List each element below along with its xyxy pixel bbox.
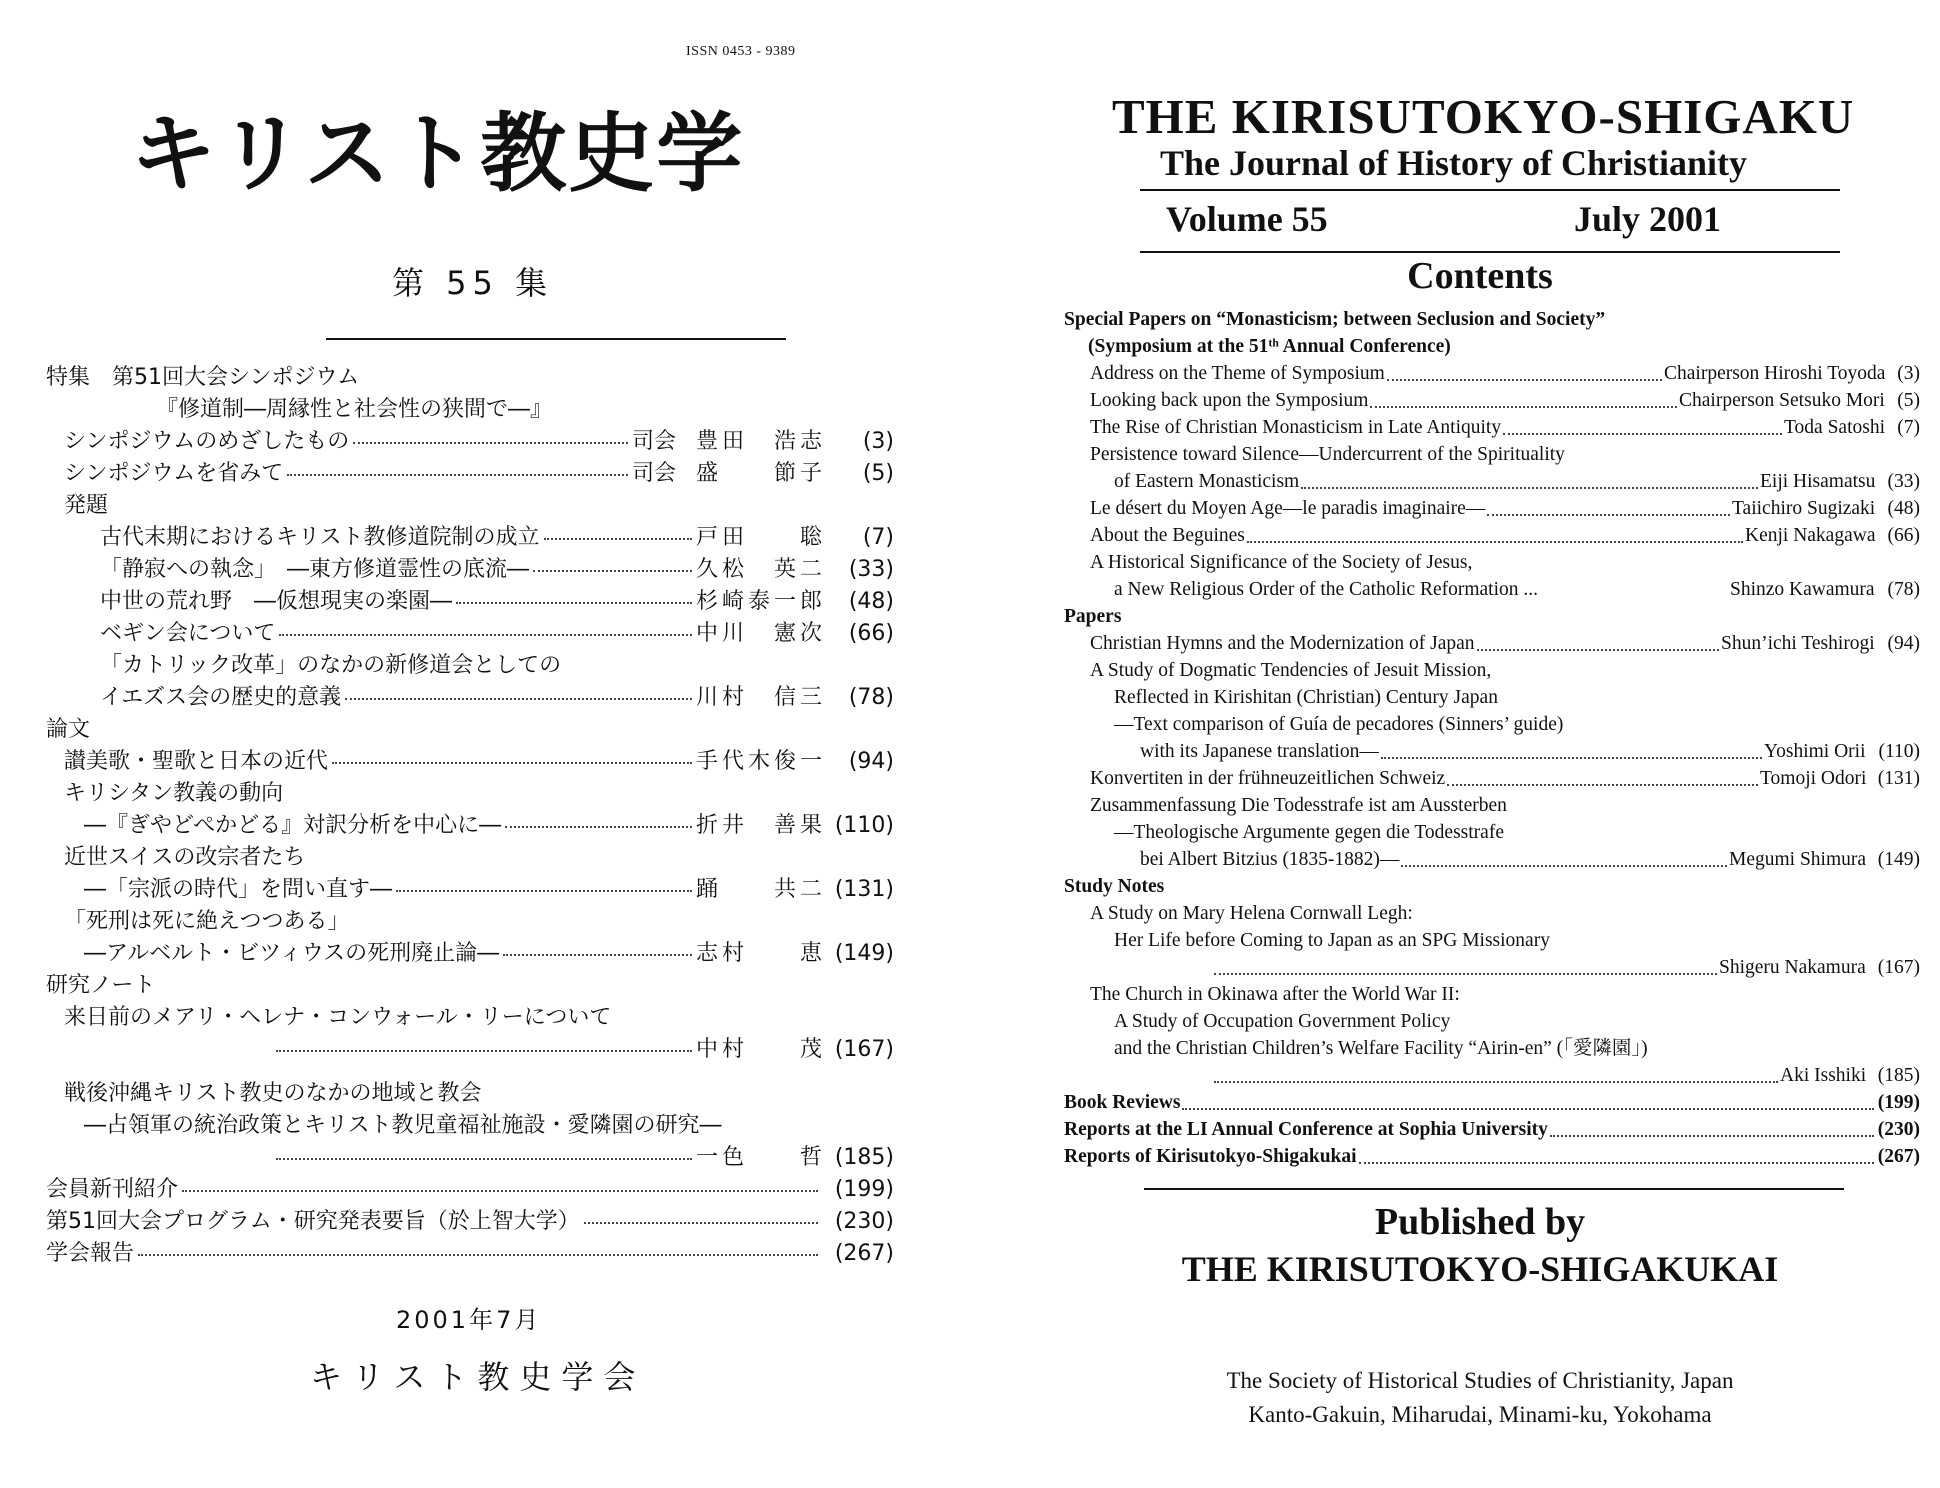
volume-number-japanese: 第 55 集	[392, 264, 554, 302]
entry-title: 近世スイスの改宗者たち	[64, 845, 306, 870]
entry-title: 讃美歌・聖歌と日本の近代	[64, 749, 329, 774]
entry-title: Book Reviews	[1064, 1092, 1181, 1113]
entry-title: 特集 第51回大会シンポジウム	[46, 365, 360, 390]
entry-page: (94)	[848, 749, 894, 774]
entry-author: 中村 茂	[696, 1037, 827, 1062]
japanese-table-of-contents	[46, 362, 896, 1270]
entry-title: Persistence toward Silence—Undercurrent of the Spirituality	[1090, 444, 1565, 465]
entry-author: 杉崎泰一郎	[696, 589, 827, 614]
entry-page: (33)	[1887, 471, 1920, 492]
entry-author: Chairperson Setsuko Mori	[1679, 390, 1885, 411]
entry-page: (110)	[1878, 741, 1920, 762]
toc-entry	[46, 1110, 896, 1142]
dot-leader	[138, 1254, 818, 1256]
entry-page: (167)	[834, 1037, 894, 1062]
entry-title: A Study on Mary Helena Cornwall Legh:	[1090, 903, 1413, 924]
english-table-of-contents	[1064, 306, 1920, 1170]
society-address: Kanto-Gakuin, Miharudai, Minami-ku, Yokohama	[1248, 1402, 1712, 1427]
dot-leader	[345, 698, 692, 700]
entry-title: —Text comparison of Guía de pecadores (Sinners’ guide)	[1114, 714, 1564, 735]
dot-leader	[1401, 865, 1727, 867]
published-by-label: Published by	[1374, 1201, 1586, 1243]
publisher-divider	[1144, 1188, 1844, 1190]
toc-entry	[46, 682, 896, 714]
entry-title: A Study of Dogmatic Tendencies of Jesuit Mission,	[1090, 660, 1492, 681]
toc-entry	[1064, 738, 1920, 765]
contents-heading: Contents	[1407, 255, 1553, 297]
toc-entry	[46, 394, 896, 426]
toc-entry	[46, 842, 896, 874]
entry-title: —Theologische Argumente gegen die Todesstrafe	[1114, 822, 1504, 843]
entry-author: Shigeru Nakamura	[1719, 957, 1866, 978]
entry-title: 「死刑は死に絶えつつある」	[64, 909, 350, 934]
entry-page: (230)	[834, 1209, 894, 1234]
entry-author: 踊 共二	[696, 877, 827, 902]
toc-entry	[1064, 684, 1920, 711]
toc-entry	[46, 778, 896, 810]
entry-page: (48)	[1887, 498, 1920, 519]
entry-title: Konvertiten in der frühneuzeitlichen Schweiz	[1090, 768, 1446, 789]
toc-entry	[46, 906, 896, 938]
toc-entry	[1064, 1089, 1920, 1116]
entry-title: The Church in Okinawa after the World War II:	[1090, 984, 1460, 1005]
entry-title: About the Beguines	[1090, 525, 1245, 546]
dot-leader	[505, 826, 692, 828]
title-divider	[326, 338, 786, 340]
entry-title: Papers	[1064, 606, 1122, 627]
entry-page: (3)	[862, 429, 894, 454]
entry-title: The Rise of Christian Monasticism in Late Antiquity	[1090, 417, 1502, 438]
toc-entry	[1064, 1062, 1920, 1089]
entry-author: 盛 節子	[696, 461, 827, 486]
dot-leader	[1182, 1108, 1874, 1110]
dot-leader	[533, 570, 692, 572]
entry-author: Taiichiro Sugizaki	[1732, 498, 1876, 519]
toc-entry	[1064, 873, 1920, 900]
toc-entry	[1064, 630, 1920, 657]
toc-entry	[46, 1142, 896, 1174]
entry-page: (3)	[1897, 363, 1920, 384]
toc-entry	[1064, 495, 1920, 522]
toc-entry	[1064, 360, 1920, 387]
entry-author: 一色 哲	[696, 1145, 827, 1170]
toc-entry	[1064, 549, 1920, 576]
toc-entry	[1064, 414, 1920, 441]
toc-entry	[46, 938, 896, 970]
entry-author: Chairperson Hiroshi Toyoda	[1664, 363, 1886, 384]
toc-entry	[46, 458, 896, 490]
toc-entry	[46, 426, 896, 458]
entry-title: (Symposium at the 51ᵗʰ Annual Conference)	[1088, 336, 1451, 357]
entry-page: (66)	[1887, 525, 1920, 546]
toc-entry	[1064, 954, 1920, 981]
entry-author: Aki Isshiki	[1780, 1065, 1867, 1086]
entry-title: 戦後沖縄キリスト教史のなかの地域と教会	[64, 1081, 482, 1106]
volume-divider	[1140, 251, 1840, 253]
entry-title: 『修道制―周縁性と社会性の狭間で―』	[156, 397, 553, 422]
entry-author: Tomoji Odori	[1760, 768, 1867, 789]
toc-entry	[1064, 576, 1920, 603]
entry-title: 発題	[64, 493, 109, 518]
entry-title: Her Life before Coming to Japan as an SPG Missionary	[1114, 930, 1550, 951]
toc-entry	[1064, 441, 1920, 468]
entry-page: (131)	[1877, 768, 1920, 789]
entry-page: (7)	[862, 525, 894, 550]
entry-author: Megumi Shimura	[1729, 849, 1867, 870]
dot-leader	[503, 954, 692, 956]
entry-page: (199)	[834, 1177, 894, 1202]
dot-leader	[332, 762, 692, 764]
entry-page: (149)	[834, 941, 894, 966]
entry-page: (66)	[848, 621, 894, 646]
entry-title: 学会報告	[46, 1241, 135, 1266]
dot-leader	[1550, 1135, 1874, 1137]
entry-title: Zusammenfassung Die Todesstrafe ist am Aussterben	[1090, 795, 1507, 816]
entry-title: a New Religious Order of the Catholic Reformation ...	[1114, 579, 1539, 600]
entry-page: (78)	[848, 685, 894, 710]
entry-author: Shun’ichi Teshirogi	[1721, 633, 1875, 654]
entry-author: Eiji Hisamatsu	[1760, 471, 1876, 492]
entry-role: 司会	[632, 461, 677, 486]
dot-leader	[1214, 1081, 1778, 1083]
entry-author: Yoshimi Orii	[1764, 741, 1866, 762]
dot-leader	[276, 1050, 692, 1052]
toc-entry	[46, 650, 896, 682]
entry-title: ―占領軍の統治政策とキリスト教児童福祉施設・愛隣園の研究―	[84, 1113, 722, 1138]
toc-entry	[1064, 900, 1920, 927]
toc-entry	[46, 362, 896, 394]
japanese-contents-page	[0, 0, 940, 1488]
publisher-english: THE KIRISUTOKYO-SHIGAKUKAI	[1181, 1249, 1779, 1289]
toc-entry	[1064, 1008, 1920, 1035]
entry-page: (5)	[862, 461, 894, 486]
toc-entry	[1064, 306, 1920, 333]
publication-date-english: July 2001	[1574, 199, 1722, 239]
toc-entry	[1064, 468, 1920, 495]
entry-page: (185)	[1877, 1065, 1920, 1086]
toc-entry	[1064, 711, 1920, 738]
toc-entry	[46, 746, 896, 778]
entry-title: A Historical Significance of the Society of Jesus,	[1090, 552, 1473, 573]
entry-title: ―アルベルト・ビツィウスの死刑廃止論―	[84, 941, 500, 966]
entry-title: 研究ノート	[46, 973, 156, 998]
entry-page: (267)	[834, 1241, 894, 1266]
entry-title: ―『ぎやどぺかどる』対訳分析を中心に―	[84, 813, 502, 838]
entry-title: Reports at the LI Annual Conference at Sophia University	[1064, 1119, 1548, 1140]
toc-entry	[1064, 819, 1920, 846]
toc-entry	[1064, 387, 1920, 414]
toc-entry	[46, 618, 896, 650]
dot-leader	[1387, 379, 1662, 381]
entry-page: (199)	[1877, 1092, 1920, 1113]
dot-leader	[1301, 487, 1758, 489]
entry-author: Kenji Nakagawa	[1745, 525, 1876, 546]
toc-entry	[1064, 981, 1920, 1008]
entry-title: ベギン会について	[100, 621, 276, 646]
entry-title: 「静寂への執念」 ―東方修道霊性の底流―	[100, 557, 530, 582]
publisher-japanese: キリスト教史学会	[310, 1358, 646, 1396]
dot-leader	[276, 1158, 692, 1160]
entry-title: 来日前のメアリ・ヘレナ・コンウォール・リーについて	[64, 1005, 612, 1030]
entry-title: Study Notes	[1064, 876, 1165, 897]
entry-title: 古代末期におけるキリスト教修道院制の成立	[100, 525, 540, 550]
toc-entry	[46, 490, 896, 522]
entry-title: Address on the Theme of Symposium	[1090, 363, 1385, 384]
volume-number-english: Volume 55	[1166, 199, 1328, 239]
entry-title: シンポジウムを省みて	[64, 461, 284, 486]
entry-page: (185)	[834, 1145, 894, 1170]
dot-leader	[544, 538, 692, 540]
society-name: The Society of Historical Studies of Christianity, Japan	[1226, 1368, 1734, 1393]
english-contents-page	[1040, 0, 1920, 1488]
toc-entry	[1064, 603, 1920, 630]
entry-page: (78)	[1887, 579, 1920, 600]
entry-title: Reports of Kirisutokyo-Shigakukai	[1064, 1146, 1357, 1167]
entry-title: and the Christian Children’s Welfare Facility “Airin-en” (「愛隣園」)	[1114, 1038, 1648, 1059]
entry-title: ―「宗派の時代」を問い直す―	[84, 877, 393, 902]
entry-page: (149)	[1877, 849, 1920, 870]
entry-page: (7)	[1897, 417, 1920, 438]
publication-date-japanese: 2001年7月	[396, 1306, 542, 1334]
entry-title: 「カトリック改革」のなかの新修道会としての	[100, 653, 562, 678]
toc-entry	[1064, 927, 1920, 954]
entry-page: (167)	[1877, 957, 1920, 978]
entry-author: 折井 善果	[696, 813, 827, 838]
entry-title: イエズス会の歴史的意義	[100, 685, 342, 710]
entry-page: (94)	[1887, 633, 1920, 654]
toc-entry	[46, 1174, 896, 1206]
entry-title: キリシタン教義の動向	[64, 781, 284, 806]
entry-title: with its Japanese translation—	[1140, 741, 1379, 762]
journal-title-english: THE KIRISUTOKYO-SHIGAKU	[1112, 89, 1855, 144]
entry-author: 久松 英二	[696, 557, 827, 582]
dot-leader	[287, 474, 628, 476]
entry-title: 論文	[46, 717, 91, 742]
entry-title: Special Papers on “Monasticism; between Seclusion and Society”	[1064, 309, 1606, 330]
toc-entry	[46, 554, 896, 586]
entry-title: bei Albert Bitzius (1835-1882)—	[1140, 849, 1400, 870]
dot-leader	[1503, 433, 1782, 435]
toc-entry	[46, 874, 896, 906]
toc-entry	[46, 522, 896, 554]
entry-title: 会員新刊紹介	[46, 1177, 179, 1202]
toc-entry	[1064, 1035, 1920, 1062]
entry-title: 中世の荒れ野 ―仮想現実の楽園―	[100, 589, 453, 614]
toc-entry	[46, 586, 896, 618]
dot-leader	[182, 1190, 818, 1192]
toc-entry	[1064, 657, 1920, 684]
entry-page: (110)	[834, 813, 894, 838]
toc-entry	[46, 970, 896, 1002]
dot-leader	[279, 634, 692, 636]
entry-page: (5)	[1897, 390, 1920, 411]
entry-author: Shinzo Kawamura	[1730, 579, 1875, 600]
entry-title: シンポジウムのめざしたもの	[64, 429, 350, 454]
entry-title: A Study of Occupation Government Policy	[1114, 1011, 1451, 1032]
entry-page: (230)	[1877, 1119, 1920, 1140]
issn-number: ISSN 0453 - 9389	[686, 44, 796, 59]
toc-entry	[1064, 846, 1920, 873]
entry-author: 中川 憲次	[696, 621, 827, 646]
toc-entry	[1064, 792, 1920, 819]
dot-leader	[584, 1222, 818, 1224]
entry-title: Le désert du Moyen Age—le paradis imaginaire—	[1090, 498, 1486, 519]
dot-leader	[1477, 649, 1719, 651]
toc-entry	[46, 1078, 896, 1110]
dot-leader	[1214, 973, 1717, 975]
toc-entry	[46, 1206, 896, 1238]
toc-entry	[1064, 333, 1920, 360]
journal-subtitle-english: The Journal of History of Christianity	[1160, 143, 1748, 183]
entry-title: of Eastern Monasticism	[1114, 471, 1300, 492]
entry-page: (267)	[1877, 1146, 1920, 1167]
entry-page: (131)	[834, 877, 894, 902]
dot-leader	[1370, 406, 1677, 408]
toc-entry	[1064, 1143, 1920, 1170]
entry-author: Toda Satoshi	[1784, 417, 1886, 438]
entry-author: 川村 信三	[696, 685, 827, 710]
entry-author: 豊田 浩志	[696, 429, 827, 454]
toc-entry	[1064, 522, 1920, 549]
entry-author: 志村 恵	[696, 941, 827, 966]
toc-entry	[46, 1002, 896, 1034]
dot-leader	[1381, 757, 1762, 759]
dot-leader	[456, 602, 692, 604]
entry-title: 第51回大会プログラム・研究発表要旨（於上智大学）	[46, 1209, 580, 1234]
dot-leader	[1247, 541, 1743, 543]
entry-title: Christian Hymns and the Modernization of Japan	[1090, 633, 1475, 654]
dot-leader	[1487, 514, 1730, 516]
entry-title: Looking back upon the Symposium	[1090, 390, 1369, 411]
toc-entry	[46, 1238, 896, 1270]
dot-leader	[1359, 1162, 1874, 1164]
journal-title-japanese: キリスト教史学	[130, 103, 745, 204]
entry-page: (48)	[848, 589, 894, 614]
toc-entry	[46, 714, 896, 746]
toc-entry	[46, 810, 896, 842]
entry-author: 手代木俊一	[696, 749, 827, 774]
entry-page: (33)	[848, 557, 894, 582]
subtitle-divider	[1140, 189, 1840, 191]
entry-author: 戸田 聡	[696, 525, 827, 550]
toc-entry	[1064, 1116, 1920, 1143]
toc-entry	[46, 1034, 896, 1066]
entry-role: 司会	[632, 429, 677, 454]
dot-leader	[396, 890, 692, 892]
toc-entry	[1064, 765, 1920, 792]
entry-title: Reflected in Kirishitan (Christian) Century Japan	[1114, 687, 1498, 708]
dot-leader	[353, 442, 628, 444]
dot-leader	[1447, 784, 1758, 786]
